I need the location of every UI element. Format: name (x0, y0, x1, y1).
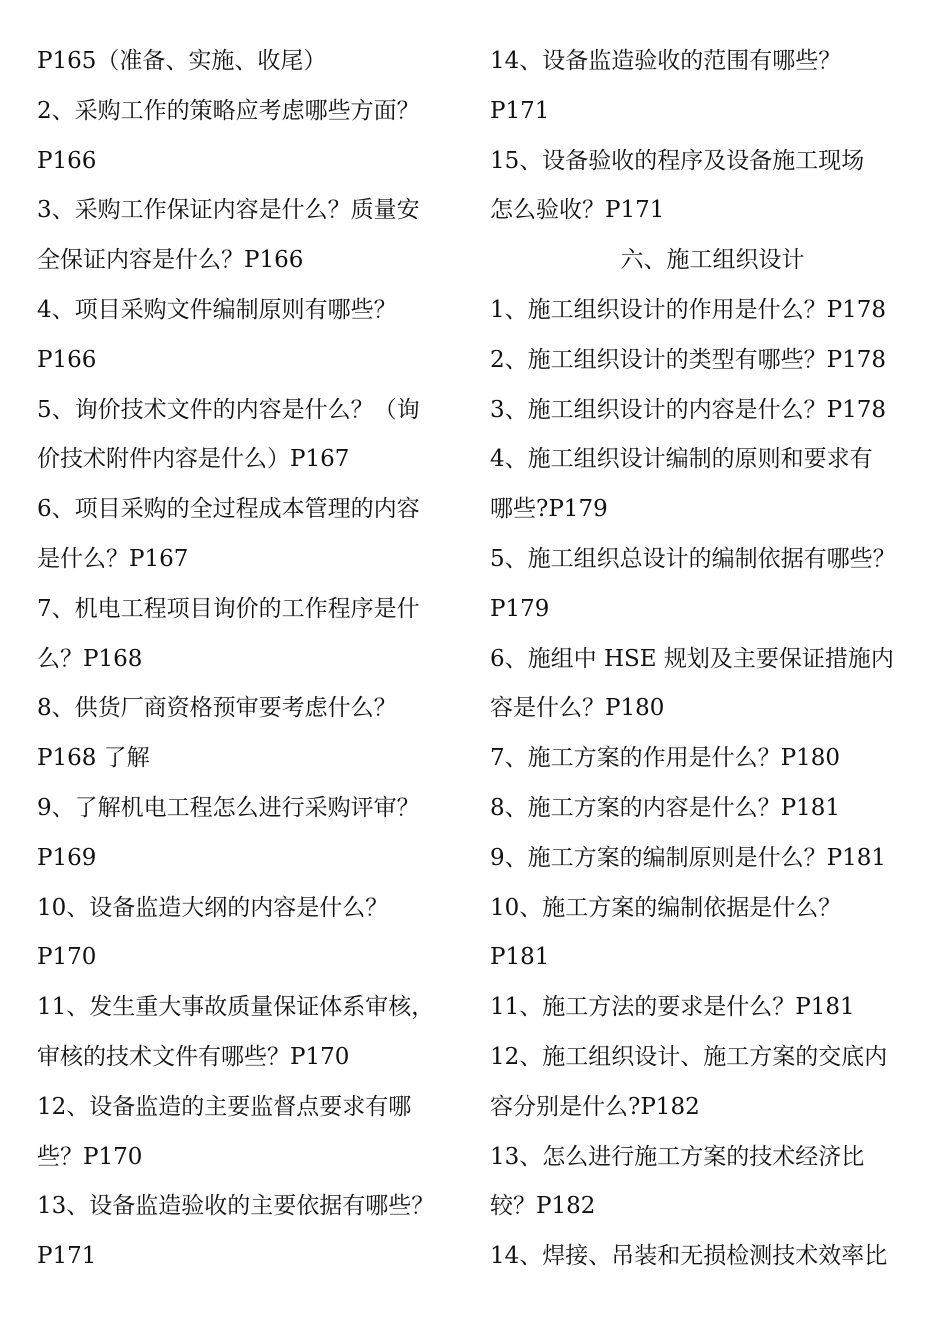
text-line: 全保证内容是什么？P166 (37, 247, 304, 274)
text-line: 11、施工方法的要求是什么？P181 (490, 994, 855, 1021)
text-line: 10、设备监造大纲的内容是什么？ (37, 894, 389, 921)
text-line: 较？P182 (490, 1193, 596, 1220)
text-line: 14、焊接、吊装和无损检测技术效率比 (490, 1243, 888, 1270)
text-line: 10、施工方案的编制依据是什么？ (490, 894, 842, 921)
text-line: 容是什么？P180 (490, 695, 665, 722)
text-line: 9、施工方案的编制原则是什么？P181 (490, 844, 887, 871)
text-line: 3、采购工作保证内容是什么？质量安 (37, 197, 420, 224)
text-line: 4、项目采购文件编制原则有哪些？ (37, 296, 397, 323)
text-line: 8、供货厂商资格预审要考虑什么？ (37, 695, 397, 722)
text-line: 怎么验收？P171 (490, 197, 665, 224)
text-line: 13、设备监造验收的主要依据有哪些？ (37, 1193, 435, 1220)
text-line: 是什么？P167 (37, 545, 189, 572)
text-line: 容分别是什么?P182 (490, 1093, 700, 1120)
text-line: P165（准备、实施、收尾） (37, 48, 327, 74)
right-column (490, 37, 935, 1282)
text-line: P181 (490, 944, 550, 971)
text-line: 哪些?P179 (490, 496, 608, 523)
text-line: 15、设备验收的程序及设备施工现场 (490, 147, 865, 174)
text-line: 价技术附件内容是什么）P167 (37, 446, 350, 473)
text-line: 么？P168 (37, 645, 143, 672)
text-line: 4、施工组织设计编制的原则和要求有 (490, 446, 873, 473)
text-line: 12、施工组织设计、施工方案的交底内 (490, 1043, 888, 1070)
text-line: 1、施工组织设计的作用是什么？P178 (490, 296, 887, 323)
text-line: 些？P170 (37, 1143, 143, 1170)
text-line: 12、设备监造的主要监督点要求有哪 (37, 1093, 412, 1120)
text-line: P166 (37, 346, 97, 373)
text-line: P171 (490, 97, 550, 124)
text-line: P169 (37, 844, 97, 871)
text-line: 8、施工方案的内容是什么？P181 (490, 794, 841, 821)
text-line: 7、机电工程项目询价的工作程序是什 (37, 595, 420, 622)
text-line: 审核的技术文件有哪些？P170 (37, 1043, 350, 1070)
text-line: 3、施工组织设计的内容是什么？P178 (490, 396, 887, 423)
text-line: P179 (490, 595, 550, 622)
text-line: 6、项目采购的全过程成本管理的内容 (37, 496, 420, 523)
section-heading: 六、施工组织设计 (620, 247, 805, 274)
text-line: 5、询价技术文件的内容是什么？（询 (37, 396, 420, 423)
text-line: P171 (37, 1243, 97, 1270)
text-line: 5、施工组织总设计的编制依据有哪些？ (490, 545, 896, 572)
text-line: 2、采购工作的策略应考虑哪些方面？ (37, 97, 420, 124)
text-line: 2、施工组织设计的类型有哪些？P178 (490, 346, 887, 373)
text-line: 13、怎么进行施工方案的技术经济比 (490, 1143, 865, 1170)
text-line: 9、了解机电工程怎么进行采购评审？ (37, 794, 420, 821)
text-line: P166 (37, 147, 97, 174)
text-line: 7、施工方案的作用是什么？P180 (490, 745, 841, 772)
text-line: P168 了解 (37, 745, 150, 772)
text-line: 6、施组中 HSE 规划及主要保证措施内 (490, 645, 894, 672)
text-line: 11、发生重大事故质量保证体系审核， (37, 994, 435, 1021)
text-line: 14、设备监造验收的范围有哪些？ (490, 48, 842, 74)
left-column (37, 37, 477, 1282)
text-line: P170 (37, 944, 97, 971)
